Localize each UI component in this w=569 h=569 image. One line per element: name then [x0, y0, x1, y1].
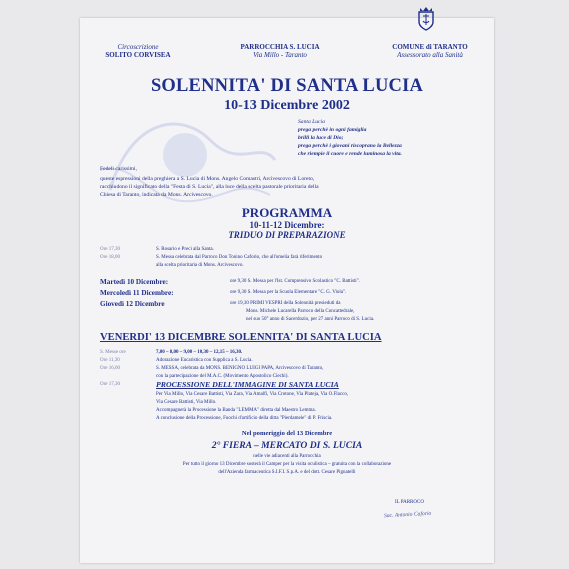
time-label: Ore 17,30 [100, 382, 120, 387]
page-title: SOLENNITA' DI SANTA LUCIA [150, 76, 424, 96]
intro-line: racchiudono il significato della "Festa di S. Lucia", alla luce della scelta pastorale prioritaria della [100, 184, 319, 190]
triduo-item: S. Messa celebrata dal Parroco Don Tonino Caforio, che all'omelia farà riferimento [156, 255, 323, 260]
day-text: ore 9,30 S. Messa per la Scuola Elementare "C. G. Viola". [230, 290, 347, 295]
processione-line: Via Cesare Battisti, Via Millo. [156, 400, 217, 405]
event-dates: 10-13 Dicembre 2002 [224, 98, 350, 113]
programma-heading: PROGRAMMA [241, 205, 333, 220]
venerdi-item: con la partecipazione del M.A.C. (Movimento Apostolico Ciechi). [156, 374, 289, 379]
header-right-line2: Assessorato alla Sanità [397, 51, 463, 59]
crest-icon [416, 6, 436, 32]
header-left-line2: SOLITO CORVISEA [105, 51, 171, 59]
header-right-line1: COMUNE di TARANTO [392, 43, 468, 51]
decorative-ornament [90, 100, 280, 220]
venerdi-item: S. MESSA, celebrata da MONS. BENIGNO LUIGI PAPA, Arcivescovo di Taranto, [156, 366, 324, 371]
time-label: Ore 17,30 [100, 247, 120, 252]
prayer-line: che riempie il cuore e rende luminosa la vita. [298, 151, 402, 157]
intro-line: Fedeli carissimi, [100, 166, 137, 172]
day-label: Mercoledì 11 Dicembre: [100, 289, 174, 297]
fiera-line: dell'Azienda farmaceutica S.I.F.I. S.p.A. e del dott. Cesare Pignatelli [218, 470, 356, 475]
prayer-line: Santa Lucia [298, 119, 325, 125]
triduo-dates: 10-11-12 Dicembre: [249, 220, 325, 230]
triduo-item: S. Rosario e Preci alla Santa. [156, 247, 214, 252]
messe-times: 7,00 – 8,00 – 9,00 – 10,30 – 12,15 – 16,30. [156, 350, 243, 355]
time-label: Ore 18,00 [100, 255, 120, 260]
fiera-heading: 2° FIERA – MERCATO DI S. LUCIA [211, 440, 363, 451]
venerdi-heading: VENERDI' 13 DICEMBRE SOLENNITA' DI SANTA LUCIA [100, 332, 382, 343]
time-label: Ore 16,00 [100, 366, 120, 371]
processione-line: Per Via Millo, Via Cesare Battisti, Via Zara, Via Amalfi, Via Crotone, Via Plateja, Via O.Flacco, [156, 392, 349, 397]
header-left-line1: Circoscrizione [117, 43, 159, 51]
triduo-item: alla scelta prioritaria di Mons. Arcivescovo. [156, 263, 244, 268]
day-label: Giovedì 12 Dicembre [100, 300, 165, 308]
prayer-line: prega perchè i giovani riscoprano la Bellezza [298, 143, 402, 149]
venerdi-item: Adorazione Eucaristica con Supplica a S. Lucia. [156, 358, 253, 363]
processione-line: Accompagnerà la Processione la Banda "LEMMA" diretta dal Maestro Lemma. [156, 408, 316, 413]
processione-line: A conclusione della Processione, Fuochi d'artificio della ditta "Pierdamele" di P. Friscia. [156, 416, 333, 421]
day-label: Martedì 10 Dicembre: [100, 278, 169, 286]
time-label: S. Messe ore [100, 350, 126, 355]
prayer-line: prega perchè in ogni famiglia [298, 127, 367, 133]
signature: Sac. Antonio Caforio [383, 510, 432, 520]
triduo-title: TRIDUO DI PREPARAZIONE [228, 230, 346, 240]
time-label: Ore 11,30 [100, 358, 120, 363]
pomeriggio-line: Nel pomeriggio del 13 Dicembre [241, 430, 333, 437]
intro-line: queste espressioni della preghiera a S. Lucia di Mons. Angelo Comastri, Arcivescovo di Loreto, [100, 176, 315, 182]
day-text: ore 9,30 S. Messa per l'Ist. Comprensivo Scolastico "C. Battisti". [230, 279, 360, 284]
poster-sheet [80, 18, 494, 563]
fiera-place: nelle vie adiacenti alla Parrocchia [253, 454, 321, 459]
signoff-label: IL PARROCO [395, 500, 424, 505]
header-mid-line1: PARROCCHIA S. LUCIA [240, 43, 320, 51]
prayer-line: brilli la luce di Dio; [298, 135, 344, 141]
header-mid-line2: Via Millo - Taranto [253, 51, 307, 59]
fiera-line: Per tutto il giorno 13 Dicembre sosterà il Camper per la visita oculistica – gratuita con la collaborazione [182, 462, 392, 467]
processione-heading: PROCESSIONE DELL'IMMAGINE DI SANTA LUCIA [156, 380, 339, 389]
intro-line: Chiesa di Taranto, indicata da Mons. Arcivescovo. [100, 192, 213, 198]
day-text: ore 19,30 PRIMI VESPRI della Solennità presieduti da [230, 301, 341, 306]
vespri-extra: nel suo 50° anno di Sacerdozio, per 27 anni Parroco di S. Lucia. [246, 317, 375, 322]
vespri-extra: Mons. Michele Lucarella Parroco della Concattedrale, [246, 309, 355, 314]
